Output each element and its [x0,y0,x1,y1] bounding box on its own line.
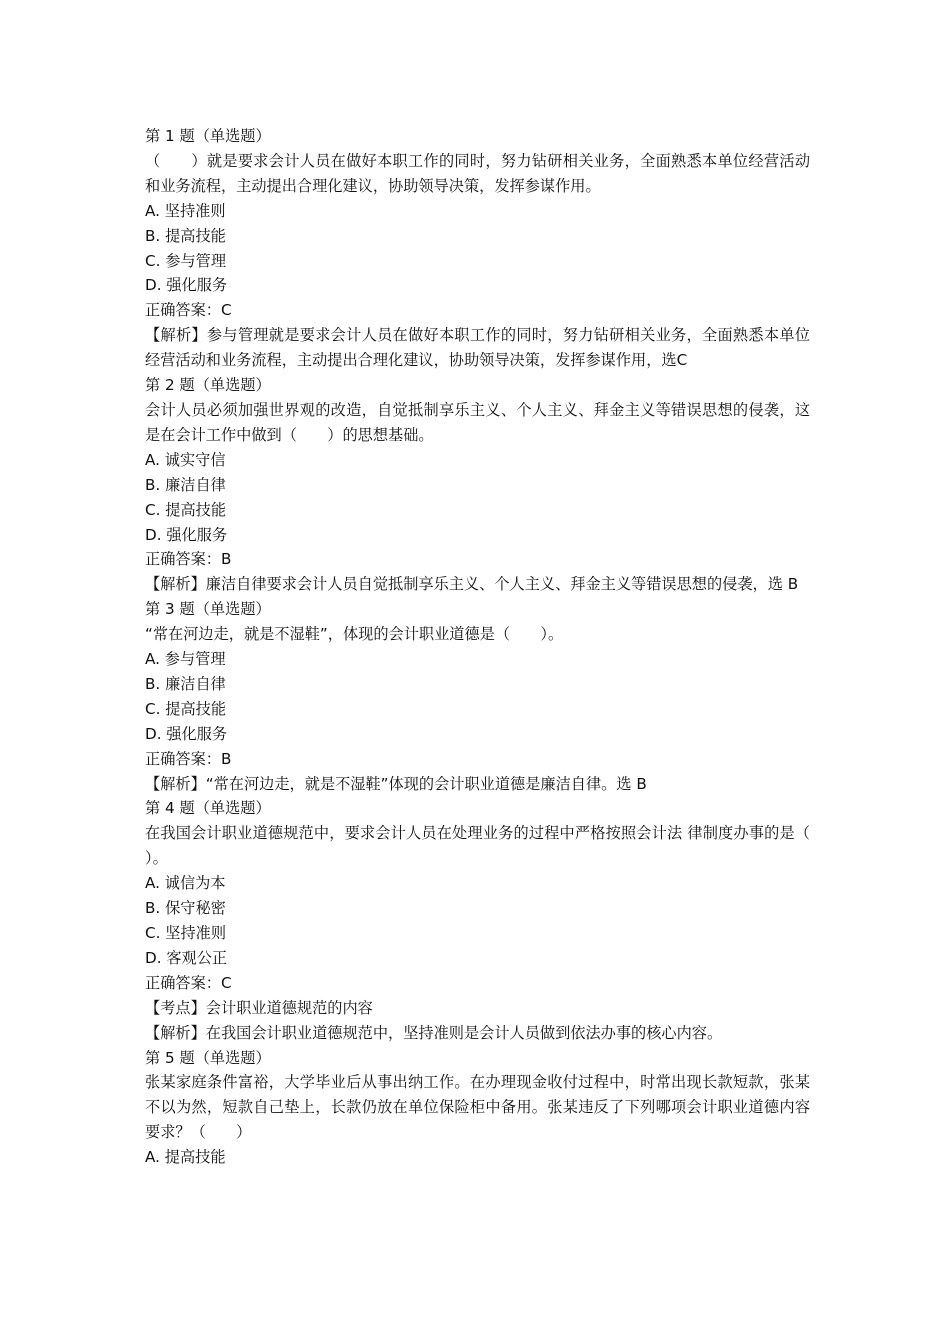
question-4 [145,796,841,1045]
option-a: A. 坚持准则 [145,201,226,220]
correct-answer: 正确答案：B [145,550,232,569]
analysis-note: 【解析】廉洁自律要求会计人员自觉抵制享乐主义、个人主义、拜金主义等错误思想的侵袭，选 B [145,575,799,594]
option-a: A. 提高技能 [145,1148,226,1167]
option-d: D. 客观公正 [145,948,228,967]
correct-answer: 正确答案：C [145,973,232,992]
question-stem: 在我国会计职业道德规范中，要求会计人员在处理业务的过程中严格按照会计法 律制度办事的是（ ）。 [145,824,841,868]
correct-answer: 正确答案：B [145,749,232,768]
question-5 [145,1046,810,1171]
option-b: B. 廉洁自律 [145,475,226,494]
question-header: 第 1 题（单选题） [145,127,271,145]
question-stem: 会计人员必须加强世界观的改造，自觉抵制享乐主义、个人主义、拜金主义等错误思想的侵袭，这是在会计工作中做到（ ）的思想基础。 [145,400,810,444]
question-header: 第 5 题（单选题） [145,1048,271,1067]
option-d: D. 强化服务 [145,276,228,295]
question-2 [145,373,810,597]
option-a: A. 参与管理 [145,650,226,669]
question-stem: “常在河边走，就是不湿鞋”，体现的会计职业道德是（ ）。 [145,625,564,644]
question-header: 第 4 题（单选题） [145,799,271,818]
question-header: 第 2 题（单选题） [145,376,271,395]
question-stem: （ ）就是要求会计人员在做好本职工作的同时，努力钻研相关业务，全面熟悉本单位经营活动和业务流程，主动提出合理化建议，协助领导决策，发挥参谋作用。 [145,151,810,195]
option-b: B. 保守秘密 [145,899,226,918]
key-point-note: 【考点】会计职业道德规范的内容 [145,998,373,1017]
option-c: C. 提高技能 [145,699,227,718]
option-b: B. 廉洁自律 [145,674,226,693]
option-d: D. 强化服务 [145,525,228,544]
correct-answer: 正确答案：C [145,301,232,320]
question-1 [145,124,810,373]
option-a: A. 诚信为本 [145,874,226,893]
option-c: C. 参与管理 [145,251,227,270]
option-b: B. 提高技能 [145,226,226,245]
option-c: C. 提高技能 [145,500,227,519]
option-c: C. 坚持准则 [145,924,227,942]
option-a: A. 诚实守信 [145,450,226,469]
option-d: D. 强化服务 [145,724,228,743]
document-page [145,124,841,1170]
question-stem: 张某家庭条件富裕，大学毕业后从事出纳工作。在办理现金收付过程中，时常出现长款短款，张某不以为然，短款自己垫上，长款仍放在单位保险柜中备用。张某违反了下列哪项会计职业道德内容要求？（ ） [145,1073,810,1142]
question-3 [145,597,810,796]
question-header: 第 3 题（单选题） [145,600,271,619]
analysis-note: 【解析】在我国会计职业道德规范中，坚持准则是会计人员做到依法办事的核心内容。 [145,1023,723,1042]
analysis-note: 【解析】参与管理就是要求会计人员在做好本职工作的同时，努力钻研相关业务，全面熟悉本单位经营活动和业务流程，主动提出合理化建议，协助领导决策，发挥参谋作用，选C [145,326,810,370]
analysis-note: 【解析】“常在河边走，就是不湿鞋”体现的会计职业道德是廉洁自律。选 B [145,774,647,793]
